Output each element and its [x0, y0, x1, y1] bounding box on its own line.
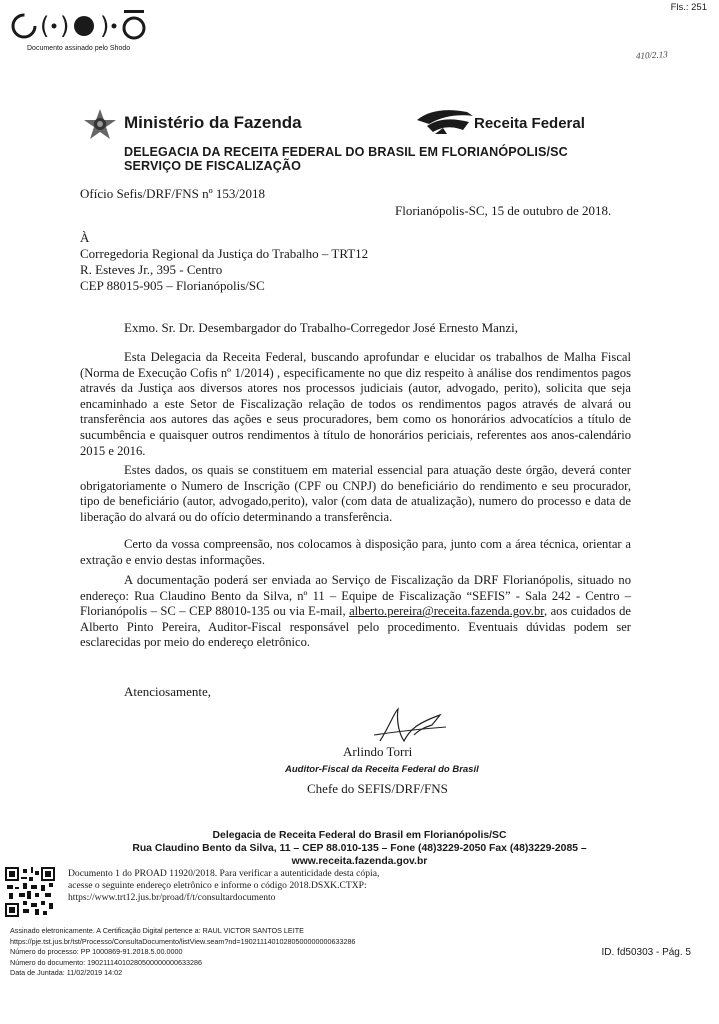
paragraph-text: , aos cuidados de Alberto Pinto Pereira, Auditor-Fiscal responsável pelo procedimento. Eventuais dúvidas podem ser esclarecidas por meio do endereço eletrônico.	[80, 604, 631, 650]
addressee-block	[80, 230, 368, 294]
signature-metadata	[10, 926, 355, 979]
body-paragraph: Esta Delegacia da Receita Federal, buscando aprofundar e elucidar os trabalhos de Malha Fiscal (Norma de Execução Cofis nº 1/2014) , especificamente no que diz respeito à análise dos rendimentos pagos através da Justiça aos diversos atores nos processos judiciais (autor, advogado, perito), solicita que seja encaminhado a este Setor de Fiscalização relação de todos os rendimentos pagos através de alvará ou transferência aos autores das ações e seus procuradores, bem como os honorários advocatícios a título de sucumbência e quaisquer outros rendimentos à título de honorários periciais, referentes aos anos-calendário 2015 e 2016.	[80, 350, 631, 458]
shodo-logo	[10, 6, 170, 46]
svg-text:): )	[100, 12, 110, 40]
handwritten-signature	[370, 705, 450, 745]
delegacia-line: SERVIÇO DE FISCALIZAÇÃO	[124, 159, 301, 173]
meta-url[interactable]: https://pje.tst.jus.br/tst/Processo/ConsultaDocumento/listView.seam?nd=19021114010280500000000633286	[10, 936, 356, 946]
authenticity-url[interactable]: https://www.trt12.jus.br/proad/f/t/consultardocumento	[68, 892, 276, 903]
signer-title: Auditor-Fiscal da Receita Federal do Brasil	[285, 764, 479, 775]
letter-date: Florianópolis-SC, 15 de outubro de 2018.	[395, 203, 612, 218]
body-paragraph: Certo da vossa compreensão, nos colocamos à disposição para, junto com a área técnica, orientar a extração e envio destas informações.	[80, 537, 631, 567]
meta-line: Número do documento: 19021114010280500000000633286	[10, 957, 202, 967]
paragraph-text: A documentação poderá ser enviada ao Serviço de Fiscalização da DRF Florianópolis, situado no endereço: Rua Claudino Bento da Silva, nº 11 – Equipe de Fiscalização “SEFIS” - Sala 242 - Centro – Florianópolis – SC – CEP 88010-135 ou via E-mail,	[80, 573, 631, 619]
page-id: ID. fd50303 - Pág. 5	[601, 947, 691, 958]
salutation: Exmo. Sr. Dr. Desembargador do Trabalho-Corregedor José Ernesto Manzi,	[124, 320, 519, 335]
agency-name: Receita Federal	[474, 115, 585, 132]
addressee-line: R. Esteves Jr., 395 - Centro	[80, 262, 223, 277]
authenticity-line: acesse o seguinte endereço eletrônico e informe o código 2018.DSXK.CTXP:	[68, 880, 367, 891]
receita-federal-logo-icon	[413, 104, 477, 140]
footer-line: Rua Claudino Bento da Silva, 11 – CEP 88.010-135 – Fone (48)3229-2050 Fax (48)3229-2085 –	[132, 843, 587, 854]
qr-code-icon[interactable]	[5, 867, 55, 917]
authenticity-notice	[68, 868, 379, 904]
addressee-line: CEP 88015-905 – Florianópolis/SC	[80, 278, 265, 293]
body-paragraph	[80, 573, 631, 651]
body-paragraph: Estes dados, os quais se constituem em material essencial para atuação deste órgão, deverá conter obrigatoriamente o Numero de Inscrição (CPF ou CNPJ) do beneficiário do rendimento e seu procurador, tipo de beneficiário (autor, advogado,perito), valor (com data de atualização), numero do processo e data de liberação do alvará ou do ofício determinando a transferência.	[80, 463, 631, 524]
page-label: Fls.: 251	[670, 2, 707, 13]
addressee-line: Corregedoria Regional da Justiça do Trabalho – TRT12	[80, 246, 369, 261]
oficio-number: Ofício Sefis/DRF/FNS nº 153/2018	[80, 186, 265, 201]
delegacia-title	[124, 145, 568, 173]
delegacia-line: DELEGACIA DA RECEITA FEDERAL DO BRASIL EM FLORIANÓPOLIS/SC	[124, 145, 568, 159]
meta-line: Número do processo: PP 1000869-91.2018.5.00.0000	[10, 947, 183, 957]
footer-website: www.receita.fazenda.gov.br	[291, 856, 428, 867]
meta-line: Assinado eletronicamente. A Certificação Digital pertence a: RAUL VICTOR SANTOS LEITE	[10, 926, 304, 935]
signer-role: Chefe do SEFIS/DRF/FNS	[307, 781, 448, 796]
addressee-line: À	[80, 230, 90, 245]
brazil-crest-icon	[83, 108, 117, 142]
footer-line: Delegacia de Receita Federal do Brasil em Florianópolis/SC	[212, 830, 507, 841]
shodo-caption: Documento assinado pelo Shodo	[27, 45, 131, 52]
closing: Atenciosamente,	[124, 684, 211, 699]
letterhead-footer	[0, 829, 719, 868]
meta-line: Data de Juntada: 11/02/2019 14:02	[10, 968, 123, 978]
svg-text:(: (	[40, 12, 50, 40]
authenticity-line: Documento 1 do PROAD 11920/2018. Para verificar a autenticidade desta cópia,	[68, 868, 380, 879]
email-link[interactable]: alberto.pereira@receita.fazenda.gov.br	[349, 604, 544, 619]
svg-text:): )	[60, 12, 70, 40]
ministry-name: Ministério da Fazenda	[124, 113, 302, 132]
handwritten-note: 410/2.13	[635, 49, 669, 61]
signer-name: Arlindo Torri	[343, 744, 413, 759]
